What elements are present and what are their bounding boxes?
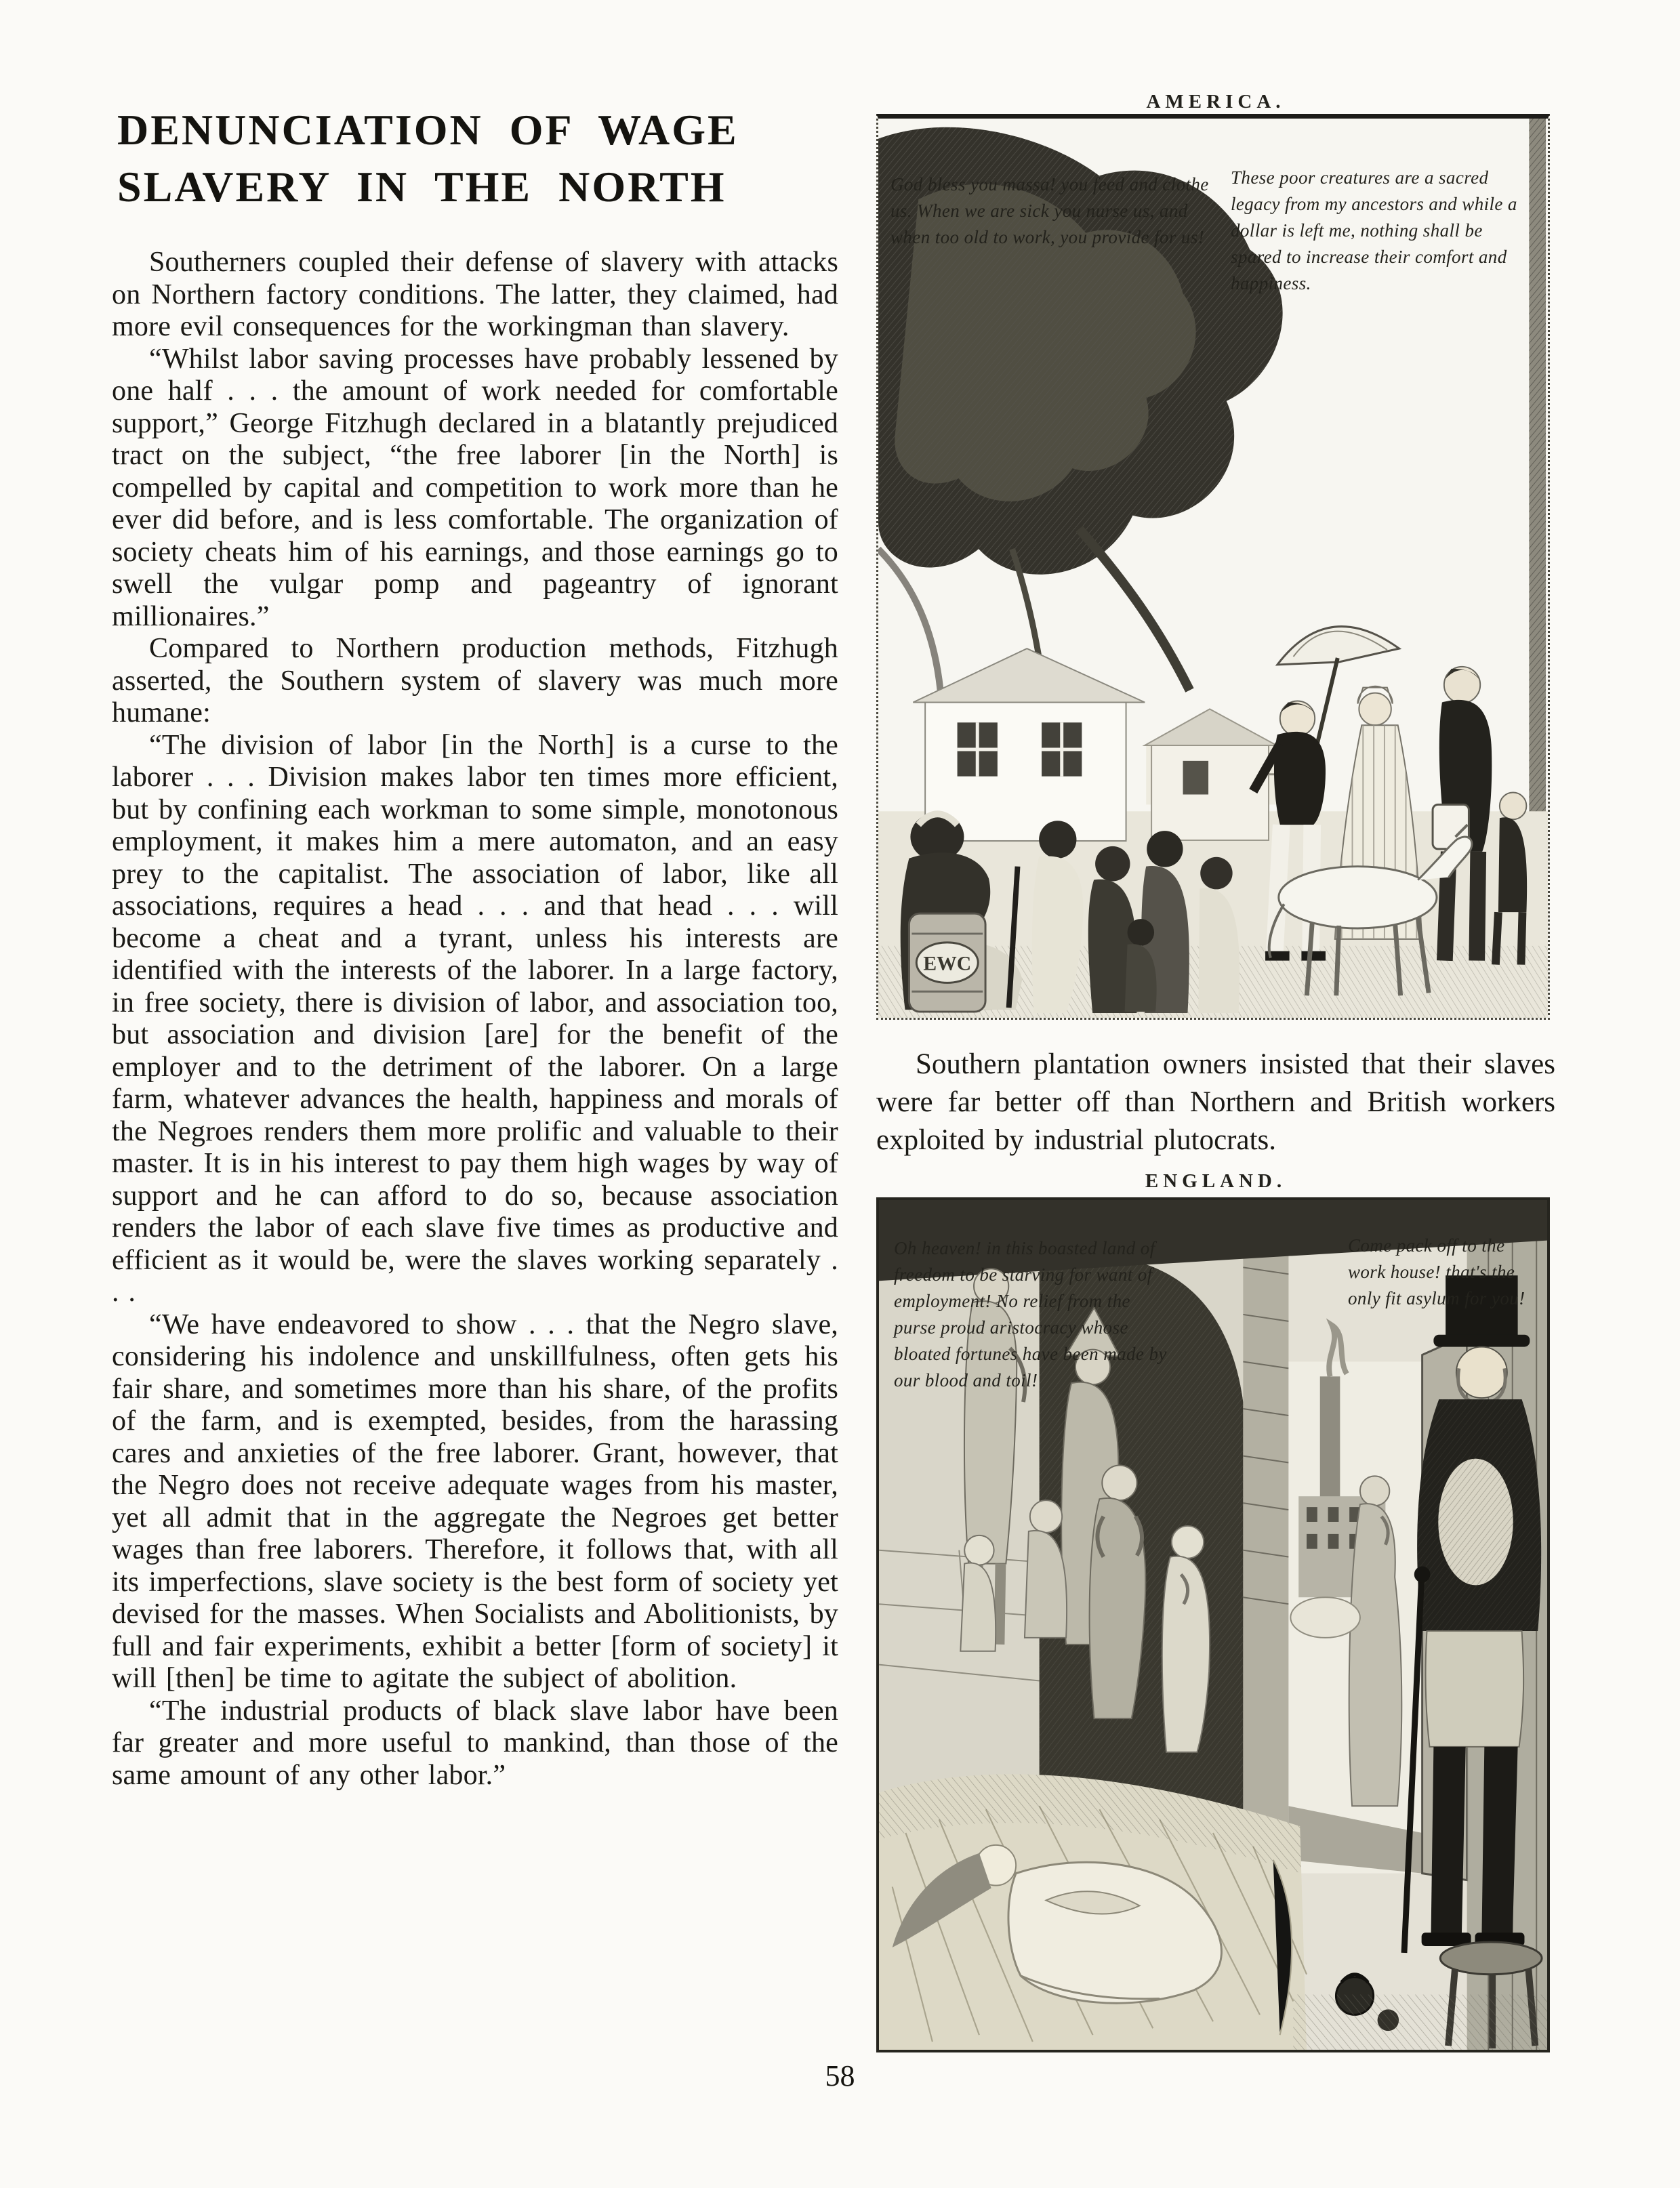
speech-england-left: Oh heaven! in this boasted land of freedom to be starving for want of employment! No relief from the purse proud aristocracy whose bloated fortunes have been made by our blood and toil! bbox=[894, 1238, 1167, 1390]
article-body bbox=[112, 247, 838, 1792]
figure-caption-england: ENGLAND. bbox=[1145, 1170, 1287, 1192]
england-engraving bbox=[876, 1197, 1550, 2052]
ewc-barrel bbox=[909, 913, 985, 1012]
speech-england-right: Come pack off to the work house! that's the only fit asylum for you! bbox=[1348, 1235, 1525, 1308]
paragraph: Southerners coupled their defense of slavery with attacks on Northern factory conditions. The latter, they claimed, had more evil consequences for the workingman than slavery. bbox=[112, 247, 838, 342]
title-line-1: DENUNCIATION OF WAGE bbox=[117, 106, 739, 154]
america-engraving bbox=[876, 114, 1550, 1020]
figure-between-caption bbox=[876, 1046, 1555, 1159]
figure-caption-america: AMERICA. bbox=[1146, 91, 1286, 112]
brick-pillar bbox=[1243, 1227, 1288, 1874]
paragraph: “Whilst labor saving processes have probably lessened by one half . . . the amount of work needed for comfortable support,” George Fitzhugh declared in a blatantly prejudiced tract on the subject, “the free laborer [in the North] is compelled by capital and competition to work more than he ever did before, and is less comfortable. The organization of society cheats him of his earnings, and those earnings go to swell the vulgar pomp and pageantry of ignorant millionaires.” bbox=[112, 343, 838, 632]
paragraph: “The division of labor [in the North] is a curse to the laborer . . . Division makes labor ten times more efficient, but by confining each workman to some simple, monotonous employment, it makes him a mere automaton, and an easy prey to the capitalist. The association of labor, like all associations, requires a head . . . and that head . . . will become a cheat and a tyrant, unless his interests are identified with the interests of the laborer. In a large factory, in free society, there is division of labor, and association too, but association and division [are] for the benefit of the employer and to the detriment of the laborer. On a large farm, whatever advances the health, happiness and morals of the Negroes renders them more prolific and valuable to their master. It is in his interest to pay them high wages by way of support and he can afford to do so, because association renders the labor of each slave five times as productive and efficient as it would be, were the slaves working separately . . . bbox=[112, 729, 838, 1308]
between-caption-text: Southern plantation owners insisted that their slaves were far better off than Northern and British workers exploited by industrial plutocrats. bbox=[876, 1048, 1555, 1156]
title-line-2: SLAVERY IN THE NORTH bbox=[117, 163, 726, 211]
page-number: 58 bbox=[825, 2059, 855, 2092]
bundle bbox=[1290, 1597, 1360, 1638]
barrel-label: EWC bbox=[923, 953, 972, 975]
doorway bbox=[1288, 1325, 1422, 1874]
paragraph: Compared to Northern production methods, Fitzhugh asserted, the Southern system of slavery was much more humane: bbox=[112, 633, 838, 728]
speech-america-left: God bless you massa! you feed and clothe us. When we are sick you nurse us, and when too old to work, you provide for us! bbox=[890, 174, 1209, 247]
page-title bbox=[117, 102, 838, 215]
speech-america-right: These poor creatures are a sacred legacy from my ancestors and while a dollar is left me, nothing shall be spared to increase their comfort and happiness. bbox=[1231, 167, 1517, 293]
paragraph: “We have endeavored to show . . . that the Negro slave, considering his indolence and unskillfulness, often gets his fair share, and sometimes more than his share, of the profits of the farm, and is exempted, besides, from the harassing cares and anxieties of the free laborer. Grant, however, that the Negro does not receive adequate wages from his master, yet all admit that in the aggregate the Negroes get better wages than free laborers. Therefore, it follows that, with all its imperfections, slave society is the best form of society yet devised for the masses. When Socialists and Abolitionists, by full and fair experiments, exhibit a better [form of society] it will [then] be time to agitate the subject of abolition. bbox=[112, 1308, 838, 1694]
left-column bbox=[112, 102, 838, 1792]
paragraph: “The industrial products of black slave labor have been far greater and more useful to mankind, than those of the same amount of any other labor.” bbox=[112, 1695, 838, 1791]
right-column bbox=[876, 89, 1555, 2052]
